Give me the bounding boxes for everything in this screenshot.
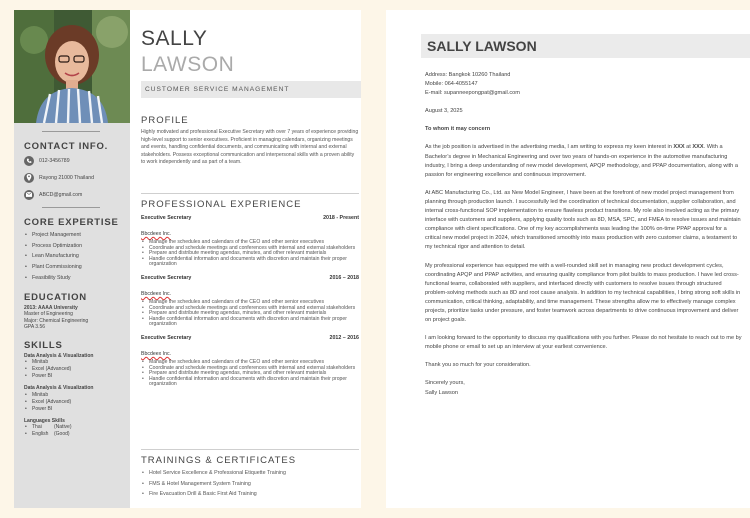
resume-page	[14, 10, 361, 508]
trainings-section	[141, 455, 359, 500]
experience-heading: PROFESSIONAL EXPERIENCE	[141, 199, 302, 210]
list-item: • Excel (Advanced)	[24, 399, 124, 406]
education-school: 2013: AAAA University	[24, 304, 78, 311]
resume-first-name: SALLY	[141, 27, 208, 50]
letter-date: August 3, 2025	[425, 108, 463, 115]
list-item: • Coordinate and schedule meetings and conferences with internal and external stakeholders	[141, 306, 359, 312]
experience-section	[141, 199, 359, 388]
list-item: • Manage the schedules and calendars of the CEO and other senior executives	[141, 240, 359, 246]
resume-main	[141, 10, 361, 508]
contact-location: Rayong 21000 Thailand	[24, 172, 124, 183]
education-gpa: GPA 3.56	[24, 324, 46, 331]
company-name: Bbcdeex Inc.	[141, 231, 171, 237]
contact-heading: CONTACT INFO.	[24, 141, 109, 152]
profile-photo	[14, 10, 130, 123]
profile-heading: PROFILE	[141, 115, 189, 126]
job-entry: Executive Secretary 2012 – 2016 Bbcdeex Inc. • Manage the schedules and calendars of the CEO and other senior executives • Coordinate and schedule meetings and conferences with internal and external stakeholders • Prepare and distribute meeting agendas, minutes, and other relevant materials • Handle confidential information and documents with discretion and maintain their proper organization	[141, 335, 359, 388]
letter-paragraph-3: My professional experience has equipped me with a well-rounded skill set in managing new product development cycles, coordinating APQP and PPAP activities, and ensuring quality compliance from pilot builds to mass production. I have led cross-functional teams, collaborated with suppliers, and interfaced directly with customers to resolve issues through structured problem-solving methods such as 8D and root cause analysis. In addition to my technical capabilities, I bring strong soft skills in communication, critical thinking, adaptability, and time management. These strengths allow me to effectively manage complex projects, prioritize tasks under pressure, and foster teamwork across departments to drive continuous improvement and deliver on project goals.	[425, 262, 741, 324]
education-major: Major: Chemical Engineering	[24, 317, 89, 324]
list-item: • Fire Evacuation Drill & Basic First Aid Training	[141, 489, 359, 500]
list-item: • Hotel Service Excellence & Professional Etiquette Training	[141, 468, 359, 479]
skill-group: Data Analysis & Visualization • Minitab • Excel (Advanced) • Power BI	[24, 385, 124, 413]
list-item: • Handle confidential information and documents with discretion and maintain their proper organization	[141, 257, 359, 268]
email-icon	[24, 190, 34, 200]
letter-closing: Sincerely yours,	[425, 380, 465, 387]
company-name: Bbcdeex Inc.	[141, 350, 171, 357]
list-item: • Excel (Advanced)	[24, 366, 124, 373]
list-item: • FMS & Hotel Management System Training	[141, 479, 359, 490]
list-item: • Project Management	[24, 230, 124, 241]
letter-paragraph-1: As the job position is advertised in the advertising media, I am writing to express my keen interest in XXX at XXX. With a Bachelor’s degree in Mechanical Engineering and over two years of hands-on experience in the automotive manufacturing industry, I bring a deep understanding of new model development, APQP methodology, and PPAP documentation, along with a passion for engineering excellence and continuous improvement.	[425, 144, 738, 178]
letter-email: E-mail: supanneepongpat@gmail.com	[425, 90, 520, 97]
phone-icon	[24, 156, 34, 166]
list-item: • Power BI	[24, 373, 124, 380]
list-item: • Prepare and distribute meeting agendas, minutes, and other relevant materials	[141, 311, 359, 317]
list-item: • Coordinate and schedule meetings and conferences with internal and external stakeholders	[141, 366, 359, 372]
list-item: • Manage the schedules and calendars of the CEO and other senior executives	[141, 360, 359, 366]
list-item: • Prepare and distribute meeting agendas, minutes, and other relevant materials	[141, 251, 359, 257]
trainings-heading: TRAININGS & CERTIFICATES	[141, 455, 297, 466]
letter-paragraph-5: Thank you so much for your consideration.	[425, 362, 531, 369]
education-block	[24, 305, 124, 331]
skills-heading: SKILLS	[24, 339, 63, 351]
list-item: • Process Optimization	[24, 241, 124, 252]
core-expertise-list	[24, 230, 124, 284]
job-title-bar: CUSTOMER SERVICE MANAGEMENT	[141, 81, 361, 98]
list-item: • Plant Commissioning	[24, 262, 124, 273]
list-item: • Handle confidential information and documents with discretion and maintain their proper organization	[141, 317, 359, 328]
list-item: • Minitab	[24, 359, 124, 366]
divider	[141, 449, 359, 450]
letter-body	[425, 71, 743, 398]
list-item: • Minitab	[24, 392, 124, 399]
list-item: • Power BI	[24, 406, 124, 413]
resume-sidebar	[14, 10, 130, 508]
divider	[141, 193, 359, 194]
letter-mobile: Mobile: 064-4055147	[425, 81, 478, 88]
core-expertise-heading: CORE EXPERTISE	[24, 217, 119, 228]
letter-paragraph-2: At ABC Manufacturing Co., Ltd. as New Model Engineer, I have been at the forefront of new model project management from planning through production launch. I successfully led the coordination of technical documentation, supplier collaboration, and internal cross-functional SOP implementation to ensure flawless product transitions. My role also involved acting as the primary interface with customers and suppliers, applying quality tools such as 8D, MSA, SPC, and FMEA to resolve issues and maintain compliance with client specifications. One of my key accomplishments was leading the 100% on-time PPAP approval for a critical new model project in 2024, which transitioned smoothly into mass production with zero customer claims, a testament to my technical rigor and attention to detail.	[425, 189, 741, 251]
list-item: • Handle confidential information and documents with discretion and maintain their proper organization	[141, 377, 359, 388]
education-heading: EDUCATION	[24, 291, 87, 303]
resume-last-name: LAWSON	[141, 53, 235, 76]
profile-text: Highly motivated and professional Executive Secretary with over 7 years of experience providing high-level support to senior executives. Proficient in managing calendars, organizing meetings and events, handling confidential documents, and communicating with internal and external stakeholders. Possess exceptional communication and interpersonal skills with a proven ability to work independently and as part of a team.	[141, 129, 359, 166]
list-item: • Prepare and distribute meeting agendas, minutes, and other relevant materials	[141, 371, 359, 377]
language-row: • Thai (Native)	[24, 424, 124, 431]
list-item: • Manage the schedules and calendars of the CEO and other senior executives	[141, 300, 359, 306]
contact-phone: 012-3456789	[24, 155, 124, 166]
job-entry: Executive Secretary 2018 - Present Bbcdeex Inc. • Manage the schedules and calendars of the CEO and other senior executives • Coordinate and schedule meetings and conferences with internal and external stakeholders • Prepare and distribute meeting agendas, minutes, and other relevant materials • Handle confidential information and documents with discretion and maintain their proper organization	[141, 215, 359, 268]
language-skills: Languages Skills • Thai (Native) • English (Good)	[24, 418, 124, 439]
divider	[42, 207, 100, 208]
job-entry: Executive Secretary 2016 – 2018 Bbcdeex Inc. • Manage the schedules and calendars of the CEO and other senior executives • Coordinate and schedule meetings and conferences with internal and external stakeholders • Prepare and distribute meeting agendas, minutes, and other relevant materials • Handle confidential information and documents with discretion and maintain their proper organization	[141, 275, 359, 328]
divider	[42, 131, 100, 132]
skill-group: Data Analysis & Visualization • Minitab • Excel (Advanced) • Power BI	[24, 353, 124, 381]
letter-name-header: SALLY LAWSON	[421, 34, 750, 58]
sidebar-content	[24, 131, 124, 438]
list-item: • Lean Manufacturing	[24, 251, 124, 262]
education-degree: Master of Engineering	[24, 311, 73, 318]
location-pin-icon	[24, 173, 34, 183]
letter-paragraph-4: I am looking forward to the opportunity to discuss my qualifications with you further. Please do not hesitate to reach out to me by mobile phone or email to set up an interview at your earliest convenience.	[425, 335, 742, 351]
language-row: • English (Good)	[24, 431, 124, 438]
list-item: • Coordinate and schedule meetings and conferences with internal and external stakeholders	[141, 246, 359, 252]
letter-address: Address: Bangkok 10260 Thailand	[425, 72, 511, 78]
company-name: Bbcdeex Inc.	[141, 290, 171, 297]
profile-section	[141, 115, 359, 167]
cover-letter-page	[386, 10, 750, 508]
letter-signature: Sally Lawson	[425, 389, 458, 396]
letter-salutation: To whom it may concern	[425, 126, 491, 133]
list-item: • Feasibility Study	[24, 273, 124, 284]
contact-email: ABCD@gmail.com	[24, 189, 124, 200]
